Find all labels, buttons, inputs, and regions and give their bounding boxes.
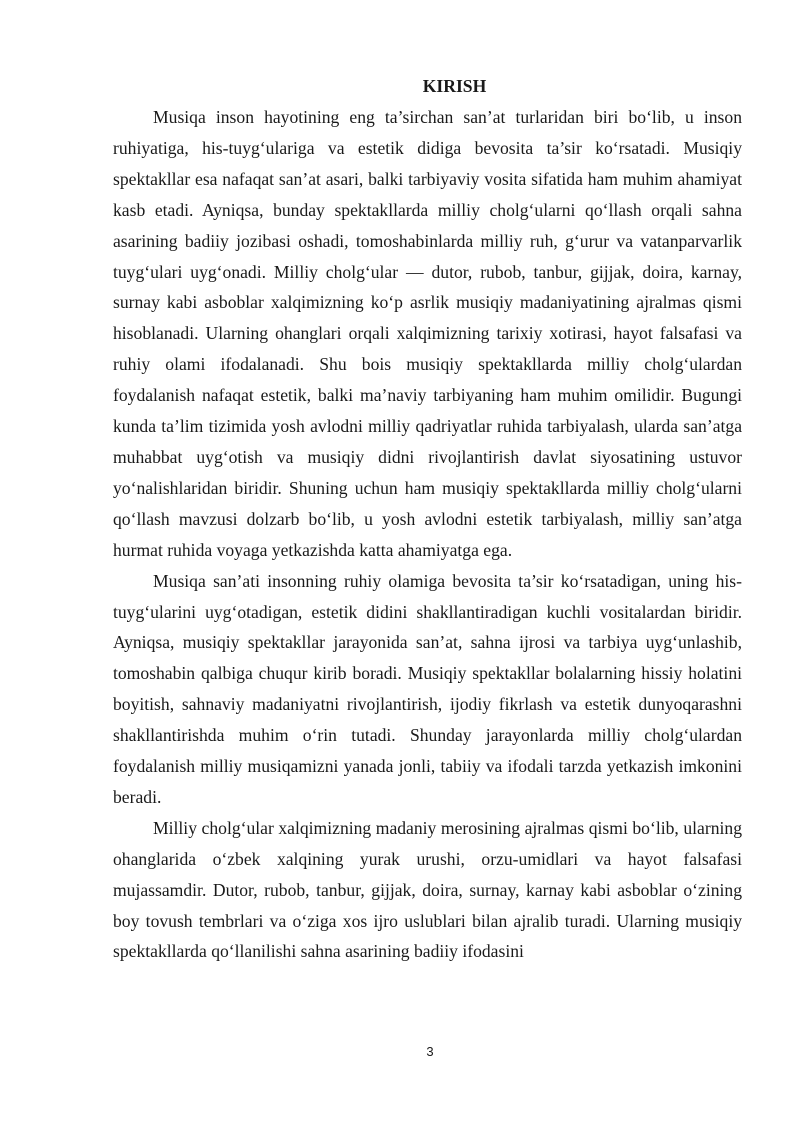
page-number: 3 — [426, 1044, 434, 1059]
paragraph-1: Musiqa inson hayotining eng ta’sirchan san’at turlaridan biri bo‘lib, u inson ruhiyatiga, his-tuyg‘ulariga va estetik didiga bevosita ta’sir ko‘rsatadi. Musiqiy spektakllar esa nafaqat san’at asari, balki tarbiyaviy vosita sifatida ham muhim ahamiyat kasb etadi. Ayniqsa, bunday spektakllarda milliy cholg‘ularni qo‘llash orqali sahna asarining badiiy jozibasi oshadi, tomoshabinlarda milliy ruh, g‘urur va vatanparvarlik tuyg‘ulari uyg‘onadi. Milliy cholg‘ular — dutor, rubob, tanbur, gijjak, doira, karnay, surnay kabi asboblar xalqimizning ko‘p asrlik musiqiy madaniyatining ajralmas qismi hisoblanadi. Ularning ohanglari orqali xalqimizning tarixiy xotirasi, hayot falsafasi va ruhiy olami ifodalanadi. Shu bois musiqiy spektakllarda milliy cholg‘ulardan foydalanish nafaqat estetik, balki ma’naviy tarbiyaning ham muhim omilidir. Bugungi kunda ta’lim tizimida yosh avlodni milliy qadriyatlar ruhida tarbiyalash, ularda san’atga muhabbat uyg‘otish va musiqiy didni rivojlantirish davlat siyosatining ustuvor yo‘nalishlaridan biridir. Shuning uchun ham musiqiy spektakllarda milliy cholg‘ularni qo‘llash mavzusi dolzarb bo‘lib, u yosh avlodni estetik tarbiyalash, milliy san’atga hurmat ruhida voyaga yetkazishda katta ahamiyatga ega. — [113, 107, 742, 560]
paragraph-2: Musiqa san’ati insonning ruhiy olamiga bevosita ta’sir ko‘rsatadigan, uning his-tuyg‘ularini uyg‘otadigan, estetik didini shakllantiradigan kuchli vositalardan biridir. Ayniqsa, musiqiy spektakllar jarayonida san’at, sahna ijrosi va tarbiya uyg‘unlashib, tomoshabin qalbiga chuqur kirib boradi. Musiqiy spektakllar bolalarning hissiy holatini boyitish, sahnaviy madaniyatni rivojlantirish, ijodiy fikrlash va estetik dunyoqarashni shakllantirishda muhim o‘rin tutadi. Shunday jarayonlarda milliy cholg‘ulardan foydalanish milliy musiqamizni yanada jonli, tabiiy va ifodali tarzda yetkazish imkonini beradi. — [113, 570, 742, 807]
section-heading: KIRISH — [422, 76, 487, 96]
paragraph-3: Milliy cholg‘ular xalqimizning madaniy merosining ajralmas qismi bo‘lib, ularning ohanglarida o‘zbek xalqining yurak urushi, orzu-umidlari va hayot falsafasi mujassamdir. Dutor, rubob, tanbur, gijjak, doira, surnay, karnay kabi asboblar o‘zining boy tovush tembrlari va o‘ziga xos ijro uslublari bilan ajralib turadi. Ularning musiqiy spektakllarda qo‘llanilishi sahna asarining badiiy ifodasini — [113, 817, 742, 962]
page-content — [113, 75, 742, 967]
